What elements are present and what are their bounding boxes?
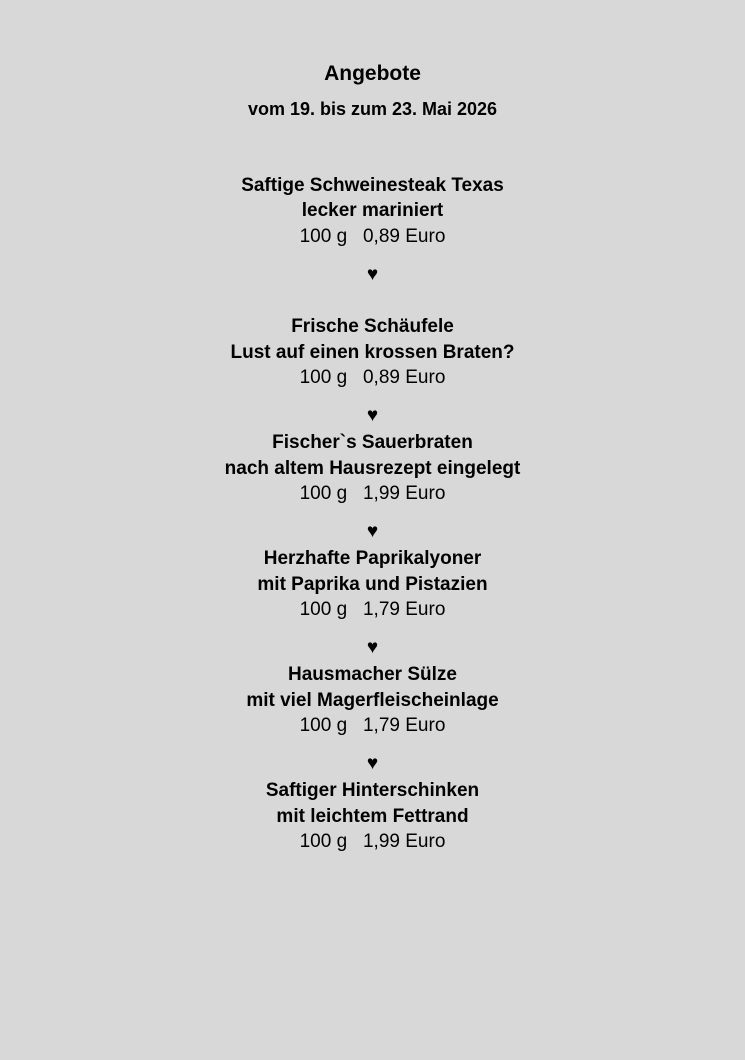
offer-price: 100 g 0,89 Euro: [299, 226, 446, 247]
offer-price: 100 g 1,79 Euro: [299, 715, 446, 736]
heart-icon: ♥: [366, 521, 379, 542]
page-title: Angebote: [324, 62, 421, 85]
offer-name: Saftige Schweinesteak Texas: [241, 175, 504, 196]
offer-price: 100 g 1,79 Euro: [299, 599, 446, 620]
offer-description: lecker mariniert: [301, 200, 444, 221]
offer-price: 100 g 1,99 Euro: [299, 831, 446, 852]
offer-description: nach altem Hausrezept eingelegt: [224, 458, 521, 479]
offer-description: mit leichtem Fettrand: [276, 806, 469, 827]
heart-icon: ♥: [366, 753, 379, 774]
offer-description: mit viel Magerfleischeinlage: [246, 690, 499, 711]
offer-name: Saftiger Hinterschinken: [265, 780, 480, 801]
offer-price: 100 g 1,99 Euro: [299, 483, 446, 504]
offer-name: Frische Schäufele: [291, 316, 454, 337]
heart-icon: ♥: [366, 264, 379, 285]
offer-name: Hausmacher Sülze: [288, 664, 457, 685]
offer-name: Herzhafte Paprikalyoner: [263, 548, 482, 569]
offer-price: 100 g 0,89 Euro: [299, 367, 446, 388]
offer-description: Lust auf einen krossen Braten?: [230, 342, 515, 363]
offer-description: mit Paprika und Pistazien: [257, 574, 488, 595]
heart-icon: ♥: [366, 405, 379, 426]
heart-icon: ♥: [366, 637, 379, 658]
offer-name: Fischer`s Sauerbraten: [272, 432, 473, 453]
date-range: vom 19. bis zum 23. Mai 2026: [247, 99, 498, 119]
